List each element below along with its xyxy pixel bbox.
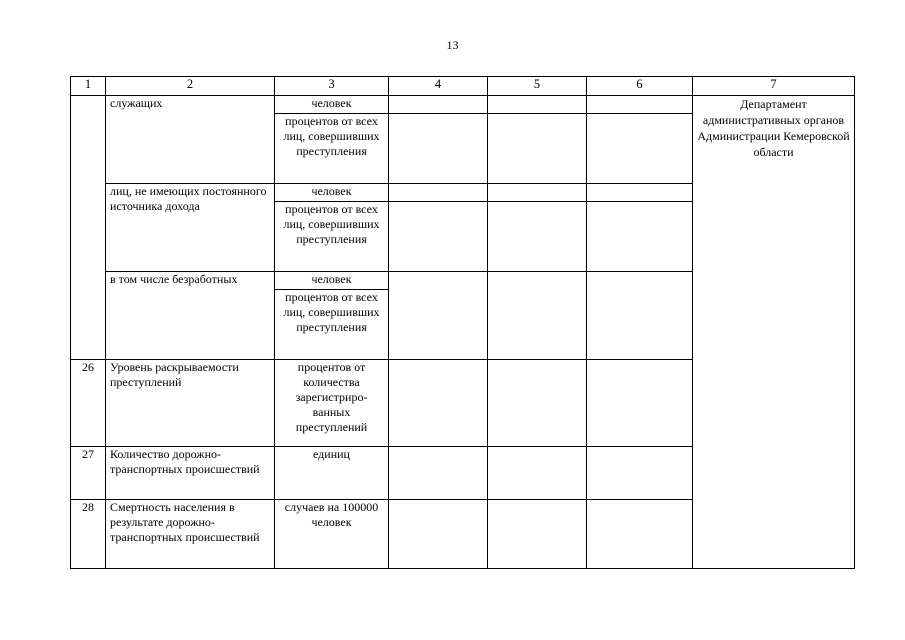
value-cell	[488, 272, 587, 290]
header-cell: 6	[587, 77, 693, 96]
value-cell	[587, 360, 693, 447]
table-row	[71, 96, 855, 114]
header-cell: 3	[275, 77, 389, 96]
value-cell	[389, 184, 488, 202]
value-cell	[389, 500, 488, 569]
header-cell: 5	[488, 77, 587, 96]
row-number-cell: 28	[71, 500, 106, 569]
value-cell	[389, 202, 488, 272]
value-cell	[587, 202, 693, 272]
unit-cell: процентов от количества зарегистриро-ванных преступлений	[275, 360, 389, 447]
value-cell	[488, 500, 587, 569]
value-cell	[587, 114, 693, 184]
indicator-name: служащих	[106, 96, 275, 184]
value-cell	[488, 290, 587, 360]
value-cell	[488, 114, 587, 184]
header-cell: 4	[389, 77, 488, 96]
indicator-name: Смертность населения в результате дорожно-транспортных происшествий	[106, 500, 275, 569]
value-cell	[389, 290, 488, 360]
indicator-name: Количество дорожно-транспортных происшествий	[106, 447, 275, 500]
value-cell	[587, 96, 693, 114]
row-number-cell: 27	[71, 447, 106, 500]
unit-cell: человек	[275, 272, 389, 290]
value-cell	[587, 447, 693, 500]
value-cell	[389, 114, 488, 184]
indicator-name: лиц, не имеющих постоянного источника дохода	[106, 184, 275, 272]
header-row	[71, 77, 855, 96]
unit-cell: процентов от всех лиц, совершивших преступления	[275, 290, 389, 360]
header-cell: 7	[693, 77, 855, 96]
value-cell	[587, 184, 693, 202]
unit-cell: процентов от всех лиц, совершивших преступления	[275, 114, 389, 184]
unit-cell: человек	[275, 184, 389, 202]
responsible-agency: Департамент административных органов Администрации Кемеровской области	[693, 96, 855, 569]
value-cell	[389, 272, 488, 290]
value-cell	[488, 360, 587, 447]
value-cell	[488, 202, 587, 272]
unit-cell: человек	[275, 96, 389, 114]
value-cell	[389, 96, 488, 114]
value-cell	[389, 447, 488, 500]
row-number-cell	[71, 96, 106, 360]
unit-cell: процентов от всех лиц, совершивших преступления	[275, 202, 389, 272]
value-cell	[587, 290, 693, 360]
value-cell	[488, 447, 587, 500]
value-cell	[587, 272, 693, 290]
value-cell	[488, 96, 587, 114]
indicator-name: Уровень раскрываемости преступлений	[106, 360, 275, 447]
value-cell	[488, 184, 587, 202]
row-number-cell: 26	[71, 360, 106, 447]
indicators-table	[70, 76, 855, 569]
page-number: 13	[446, 38, 459, 52]
header-cell: 1	[71, 77, 106, 96]
value-cell	[389, 360, 488, 447]
unit-cell: случаев на 100000 человек	[275, 500, 389, 569]
unit-cell: единиц	[275, 447, 389, 500]
header-cell: 2	[106, 77, 275, 96]
value-cell	[587, 500, 693, 569]
indicator-name: в том числе безработных	[106, 272, 275, 360]
